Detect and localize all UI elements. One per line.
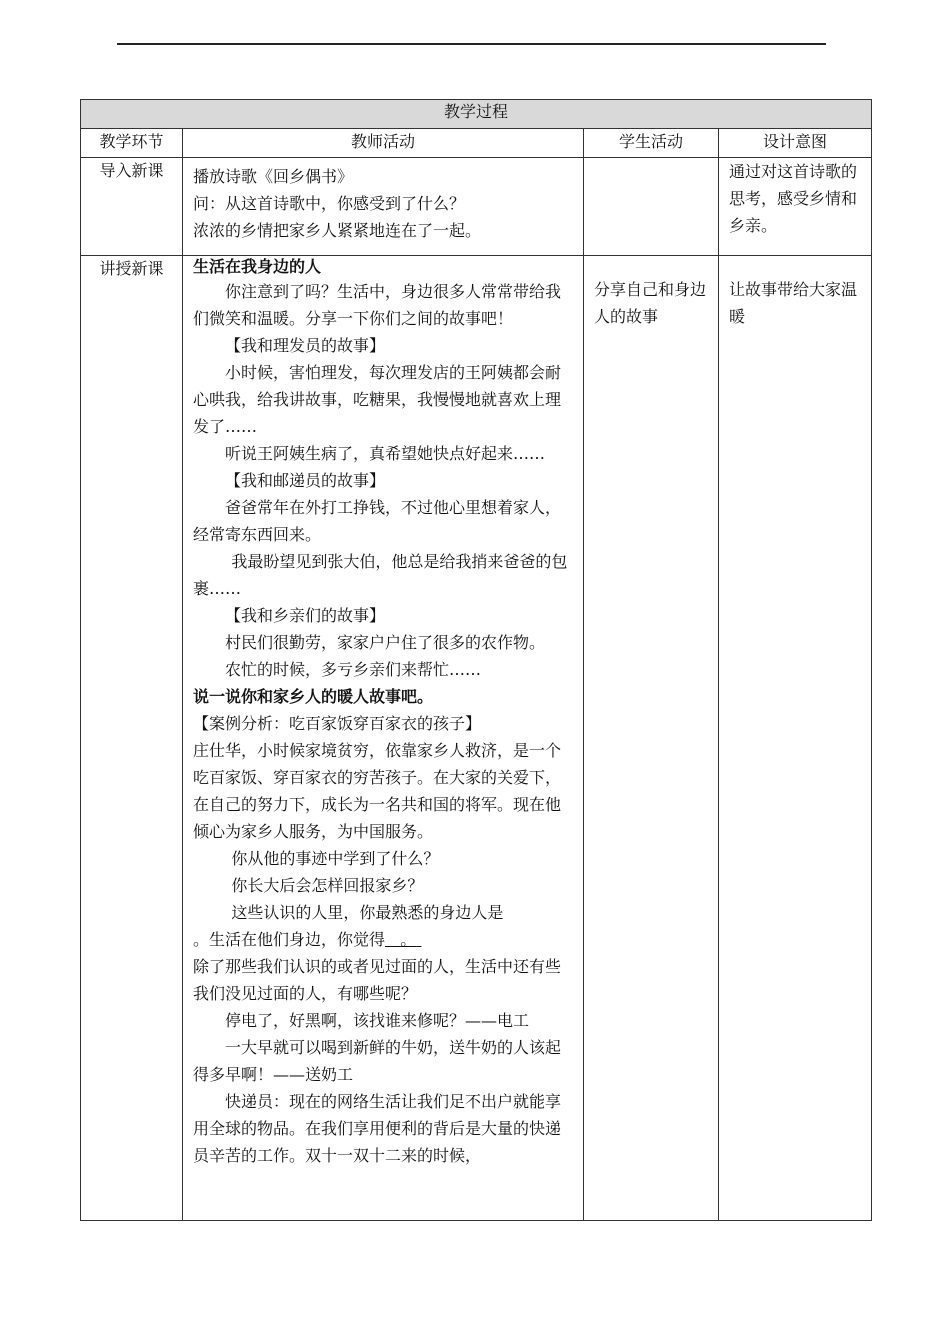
- story-heading: 【我和邮递员的故事】: [225, 471, 386, 490]
- header-design-intent: 设计意图: [719, 129, 872, 158]
- design-intent-cell: [719, 256, 872, 1221]
- fill-in-end: 。: [400, 930, 417, 949]
- stage-cell: 导入新课: [81, 158, 183, 256]
- header-student-activity: 学生活动: [584, 129, 719, 158]
- fill-in-text: 这些认识的人里，你最熟悉的身边人是: [231, 903, 504, 922]
- header-rule: [117, 43, 826, 45]
- table-row-intro: [81, 158, 872, 256]
- teacher-line: 我最盼望见到张大伯，他总是给我捎来爸爸的包裹……: [193, 552, 568, 598]
- fill-in-line: [193, 899, 575, 926]
- fill-in-line: [193, 926, 575, 953]
- teacher-line: 小时候，害怕理发，每次理发店的王阿姨都会耐心哄我，给我讲故事，吃糖果，我慢慢地就喜欢上理发了……: [193, 363, 562, 436]
- teacher-line: 爸爸常年在外打工挣钱，不过他心里想着家人，经常寄东西回来。: [193, 498, 562, 544]
- discussion-prompt: 说一说你和家乡人的暖人故事吧。: [193, 687, 434, 706]
- student-activity-cell: [584, 158, 719, 256]
- teacher-line: 庄仕华，小时候家境贫穷，依靠家乡人救济，是一个吃百家饭、穿百家衣的穷苦孩子。在大家的关爱下，在自己的努力下，成长为一名共和国的将军。现在他倾心为家乡人服务，为中国服务。: [193, 741, 562, 841]
- teacher-line: 停电了，好黑啊，该找谁来修呢？——电工: [225, 1011, 530, 1030]
- question-line: 你从他的事迹中学到了什么？: [231, 849, 440, 868]
- teacher-line: 村民们很勤劳，家家户户住了很多的农作物。: [225, 633, 546, 652]
- teacher-line: 播放诗歌《回乡偶书》: [193, 167, 354, 186]
- story-heading: 【我和理发员的故事】: [225, 336, 386, 355]
- header-teacher-activity: 教师活动: [183, 129, 584, 158]
- stage-cell: 讲授新课: [81, 256, 183, 1221]
- fill-in-text: 。生活在他们身边，你觉得: [193, 930, 386, 949]
- teacher-activity-cell: [183, 158, 584, 256]
- table-title: 教学过程: [81, 100, 872, 129]
- table-header-row: [81, 129, 872, 158]
- table-row-new-lesson: [81, 256, 872, 1221]
- story-heading: 【我和乡亲们的故事】: [225, 606, 386, 625]
- teacher-line: 除了那些我们认识的或者见过面的人，生活中还有些我们没见过面的人，有哪些呢？: [193, 957, 562, 1003]
- teacher-line: 快递员：现在的网络生活让我们足不出户就能享用全球的物品。在我们享用便利的背后是大量的快递员辛苦的工作。双十一双十二来的时候，: [193, 1092, 562, 1165]
- section-heading: 生活在我身边的人: [193, 257, 322, 276]
- teaching-process-table: [80, 99, 872, 1221]
- teacher-line: 问：从这首诗歌中，你感受到了什么？: [193, 194, 466, 213]
- teacher-line: 浓浓的乡情把家乡人紧紧地连在了一起。: [193, 221, 482, 240]
- fill-in-blank: [385, 930, 421, 949]
- design-intent-text: 让故事带给大家温暖: [729, 280, 858, 326]
- table-title-row: [81, 100, 872, 129]
- header-stage: 教学环节: [81, 129, 183, 158]
- teacher-line: 农忙的时候，多亏乡亲们来帮忙……: [225, 660, 482, 679]
- question-line: 你长大后会怎样回报家乡？: [231, 876, 424, 895]
- teacher-line: 听说王阿姨生病了，真希望她快点好起来……: [225, 444, 546, 463]
- design-intent-cell: 通过对这首诗歌的思考，感受乡情和乡亲。: [719, 158, 872, 256]
- teacher-activity-cell: [183, 256, 584, 1221]
- teacher-line: 你注意到了吗？生活中，身边很多人常常带给我们微笑和温暖。分享一下你们之间的故事吧！: [193, 282, 562, 328]
- student-activity-cell: [584, 256, 719, 1221]
- case-heading: 【案例分析：吃百家饭穿百家衣的孩子】: [193, 714, 482, 733]
- teacher-line: 一大早就可以喝到新鲜的牛奶，送牛奶的人该起得多早啊！——送奶工: [193, 1038, 562, 1084]
- student-activity-text: 分享自己和身边人的故事: [594, 280, 707, 326]
